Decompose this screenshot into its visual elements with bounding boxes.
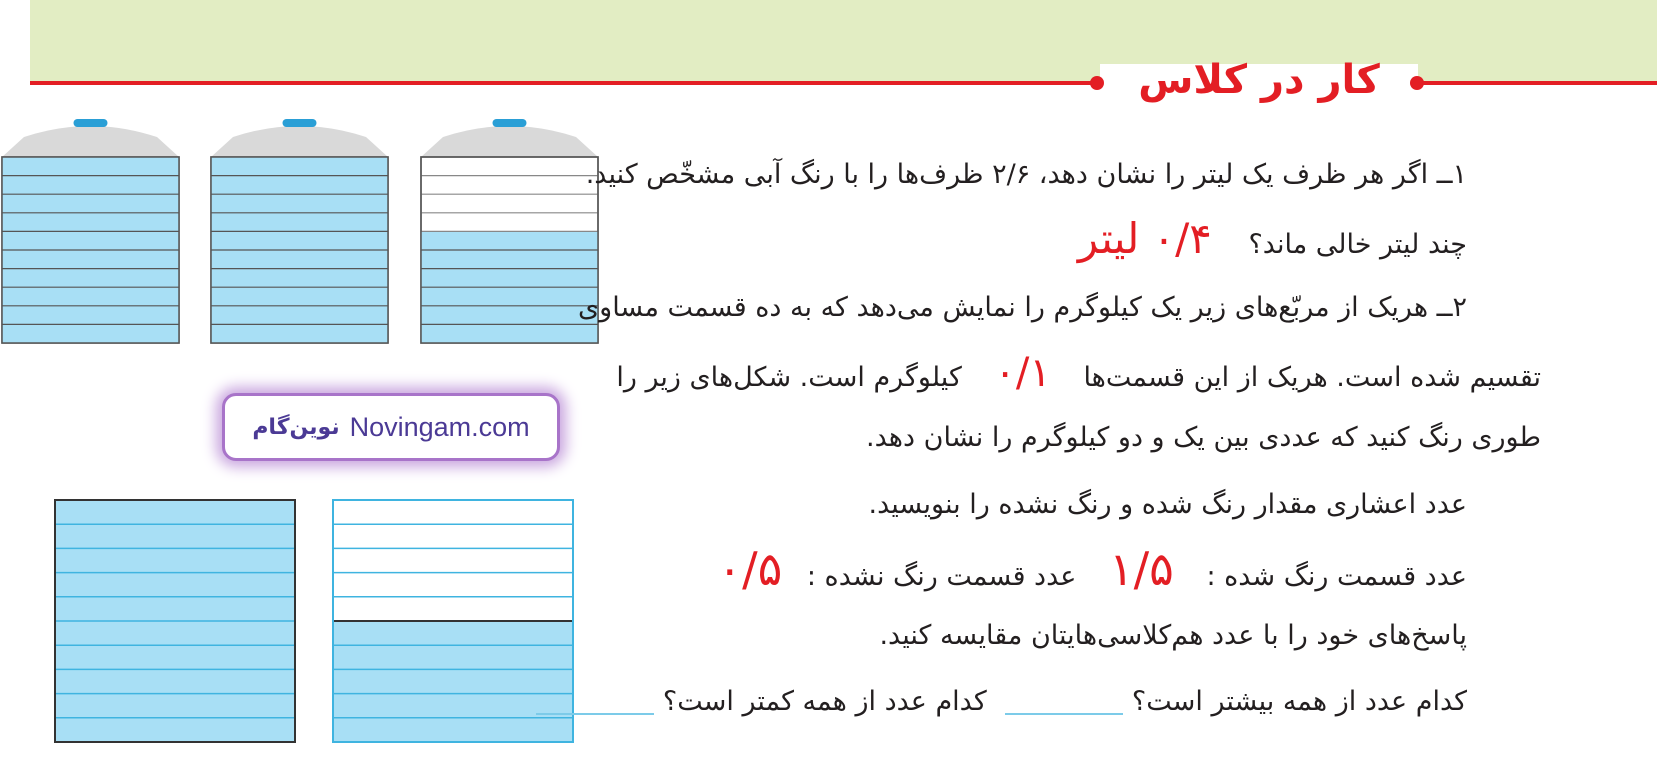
container-lid (211, 126, 388, 157)
least-label: کدام عدد از همه کمتر است؟ (662, 686, 987, 717)
liter-container (2, 119, 179, 343)
shaded-answer: ۱/۵ (1108, 542, 1174, 596)
question-2-line-1: ۲ــ هریک از مربّع‌های زیر یک کیلوگرم را نمایش می‌دهد که به ده قسمت مساوی (578, 292, 1467, 323)
container-cap (74, 119, 108, 127)
square-shading (333, 621, 573, 742)
liter-container (211, 119, 388, 343)
novingam-logo (222, 393, 560, 461)
section-title: کار در کلاس (1138, 57, 1380, 103)
kilogram-square (55, 500, 295, 742)
kilogram-squares (55, 500, 573, 742)
question-2-line-2-start: تقسیم شده است. هریک از این قسمت‌ها (1083, 362, 1541, 393)
question-1-prompt-line (1077, 214, 1467, 264)
question-2-answers-line (717, 542, 1467, 596)
question-2-line-2-end: کیلوگرم است. شکل‌های زیر را (616, 362, 962, 393)
liter-containers (2, 119, 598, 343)
question-1-text: ۱ــ اگر هر ظرف یک لیتر را نشان دهد، ۲/۶ ظرف‌ها را با رنگ آبی مشخّص کنید. (585, 159, 1467, 190)
logo-persian: نوین‌گام (252, 414, 340, 440)
unshaded-answer: ۰/۵ (717, 542, 783, 596)
question-2-line-4: عدد اعشاری مقدار رنگ شده و رنگ نشده را بنویسید. (868, 489, 1467, 520)
most-label: کدام عدد از همه بیشتر است؟ (1131, 686, 1467, 717)
question-2-part-answer: ۰/۱ (994, 350, 1051, 396)
question-2-line-3: طوری رنگ کنید که عددی بین یک و دو کیلوگرم را نشان دهد. (866, 422, 1541, 453)
container-cap (283, 119, 317, 127)
question-1-prompt: چند لیتر خالی ماند؟ (1248, 229, 1467, 260)
question-1-answer: ۰/۴ لیتر (1077, 214, 1212, 263)
question-2-line-2 (616, 350, 1541, 397)
container-cap (493, 119, 527, 127)
container-lid (2, 126, 179, 157)
question-2-compare-line (536, 683, 1467, 721)
liter-container (421, 119, 598, 343)
unshaded-label: عدد قسمت رنگ نشده : (806, 561, 1077, 592)
shaded-label: عدد قسمت رنگ شده : (1206, 561, 1467, 592)
most-answer-blank[interactable] (1005, 691, 1123, 715)
question-2-line-6: پاسخ‌های خود را با عدد هم‌کلاسی‌هایتان مقایسه کنید. (879, 620, 1467, 651)
least-answer-blank[interactable] (536, 691, 654, 715)
logo-latin: Novingam.com (349, 411, 530, 442)
container-lid (421, 126, 598, 157)
